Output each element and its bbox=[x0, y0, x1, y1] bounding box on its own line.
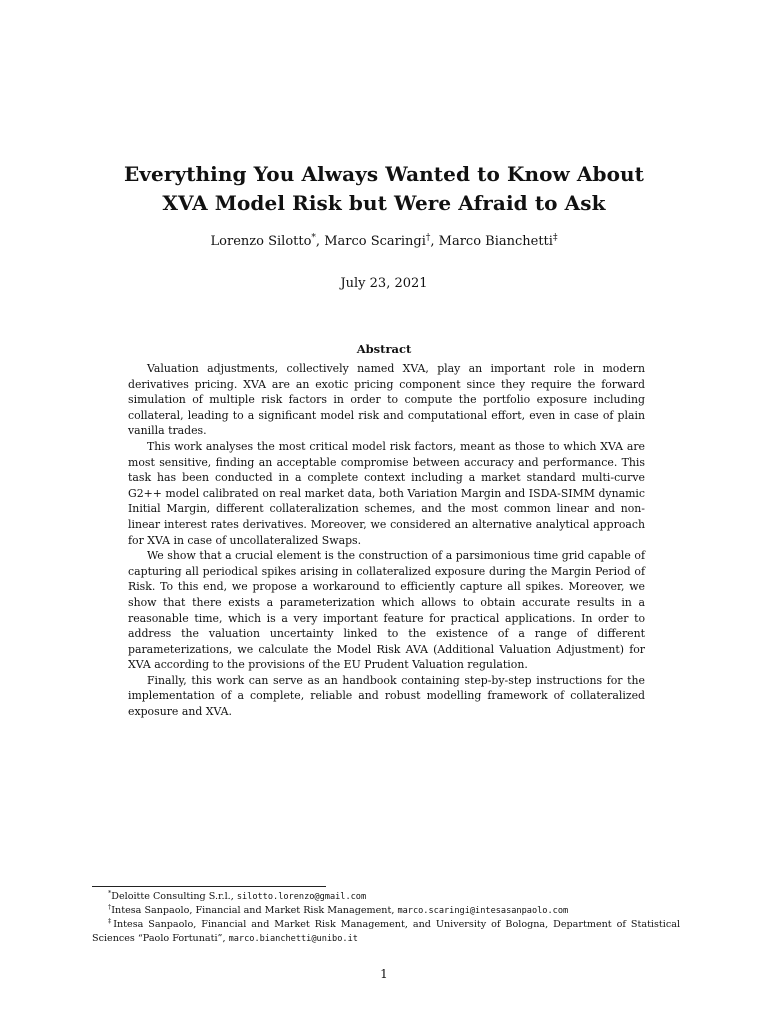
footnote-text: Intesa Sanpaolo, Financial and Market Risk Management, and University of Bologna, Department of Statistical Sciences “Paolo Fortunati”, bbox=[92, 919, 681, 944]
abstract-paragraph: We show that a crucial element is the construction of a parsimonious time grid capable of capturing all periodical spikes arising in collateralized exposure during the Margin Period of Risk. To this end, we propose a workaround to efficiently capture all spikes. Moreover, we show that there exists a parameterization which allows to obtain accurate results in a reasonable time, which is a very important feature for practical applications. In order to address the valuation uncertainty linked to the existence of a range of different parameterizations, we calculate the Model Risk AVA (Additional Valuation Adjustment) for XVA according to the provisions of the EU Prudent Valuation regulation. bbox=[128, 549, 645, 672]
abstract-paragraph: Finally, this work can serve as an handbook containing step-by-step instructions for the implementation of a complete, reliable and robust modelling framework of collateralized exposure and XVA. bbox=[128, 673, 645, 719]
footnote-mark: † bbox=[108, 903, 112, 911]
author-separator: , bbox=[430, 234, 439, 249]
paper-title bbox=[0, 160, 768, 218]
abstract-paragraph: This work analyses the most critical model risk factors, meant as those to which XVA are most sensitive, finding an acceptable compromise between accuracy and performance. This task has been conducted in a complete context including a market standard multi-curve G2++ model calibrated on real market data, both Variation Margin and ISDA-SIMM dynamic Initial Margin, different collateralization schemes, and the most common linear and non-linear interest rates derivatives. Moreover, we considered an alternative analytical approach for XVA in case of uncollateralized Swaps. bbox=[128, 439, 645, 547]
footnote-mark: * bbox=[108, 889, 112, 897]
footnote-text: Intesa Sanpaolo, Financial and Market Risk Management, bbox=[111, 905, 398, 916]
author-separator: , bbox=[315, 234, 325, 249]
footnotes bbox=[92, 890, 680, 946]
author-name: Lorenzo Silotto bbox=[210, 234, 312, 249]
abstract-heading: Abstract bbox=[356, 342, 412, 356]
footnote-item bbox=[92, 890, 680, 904]
author-footnote-mark[interactable]: * bbox=[311, 233, 316, 243]
title-line-1: Everything You Always Wanted to Know About bbox=[123, 162, 645, 186]
abstract-paragraph: Valuation adjustments, collectively named XVA, play an important role in modern derivatives pricing. XVA are an exotic pricing component since they require the forward simulation of multiple risk factors in order to compute the portfolio exposure including collateral, leading to a significant model risk and computational effort, even in case of plain vanilla trades. bbox=[128, 362, 645, 438]
email-link[interactable]: marco.scaringi@intesasanpaolo.com bbox=[397, 906, 569, 916]
author-footnote-mark[interactable]: ‡ bbox=[552, 233, 558, 243]
footnote-divider bbox=[92, 886, 326, 887]
abstract-body bbox=[128, 361, 645, 720]
publication-date: July 23, 2021 bbox=[340, 276, 428, 291]
title-line-2: XVA Model Risk but Were Afraid to Ask bbox=[162, 191, 606, 215]
email-link[interactable]: silotto.lorenzo@gmail.com bbox=[236, 892, 367, 902]
email-link[interactable]: marco.bianchetti@unibo.it bbox=[228, 934, 358, 944]
footnote-item bbox=[92, 918, 680, 946]
author-name: Marco Bianchetti bbox=[438, 234, 553, 249]
page-number: 1 bbox=[380, 967, 388, 981]
author-list bbox=[0, 233, 768, 251]
footnote-mark: ‡ bbox=[108, 917, 114, 925]
author-name: Marco Scaringi bbox=[324, 234, 426, 249]
footnote-item bbox=[92, 904, 680, 918]
author-footnote-mark[interactable]: † bbox=[425, 233, 431, 243]
footnote-text: Deloitte Consulting S.r.l., bbox=[111, 891, 237, 902]
